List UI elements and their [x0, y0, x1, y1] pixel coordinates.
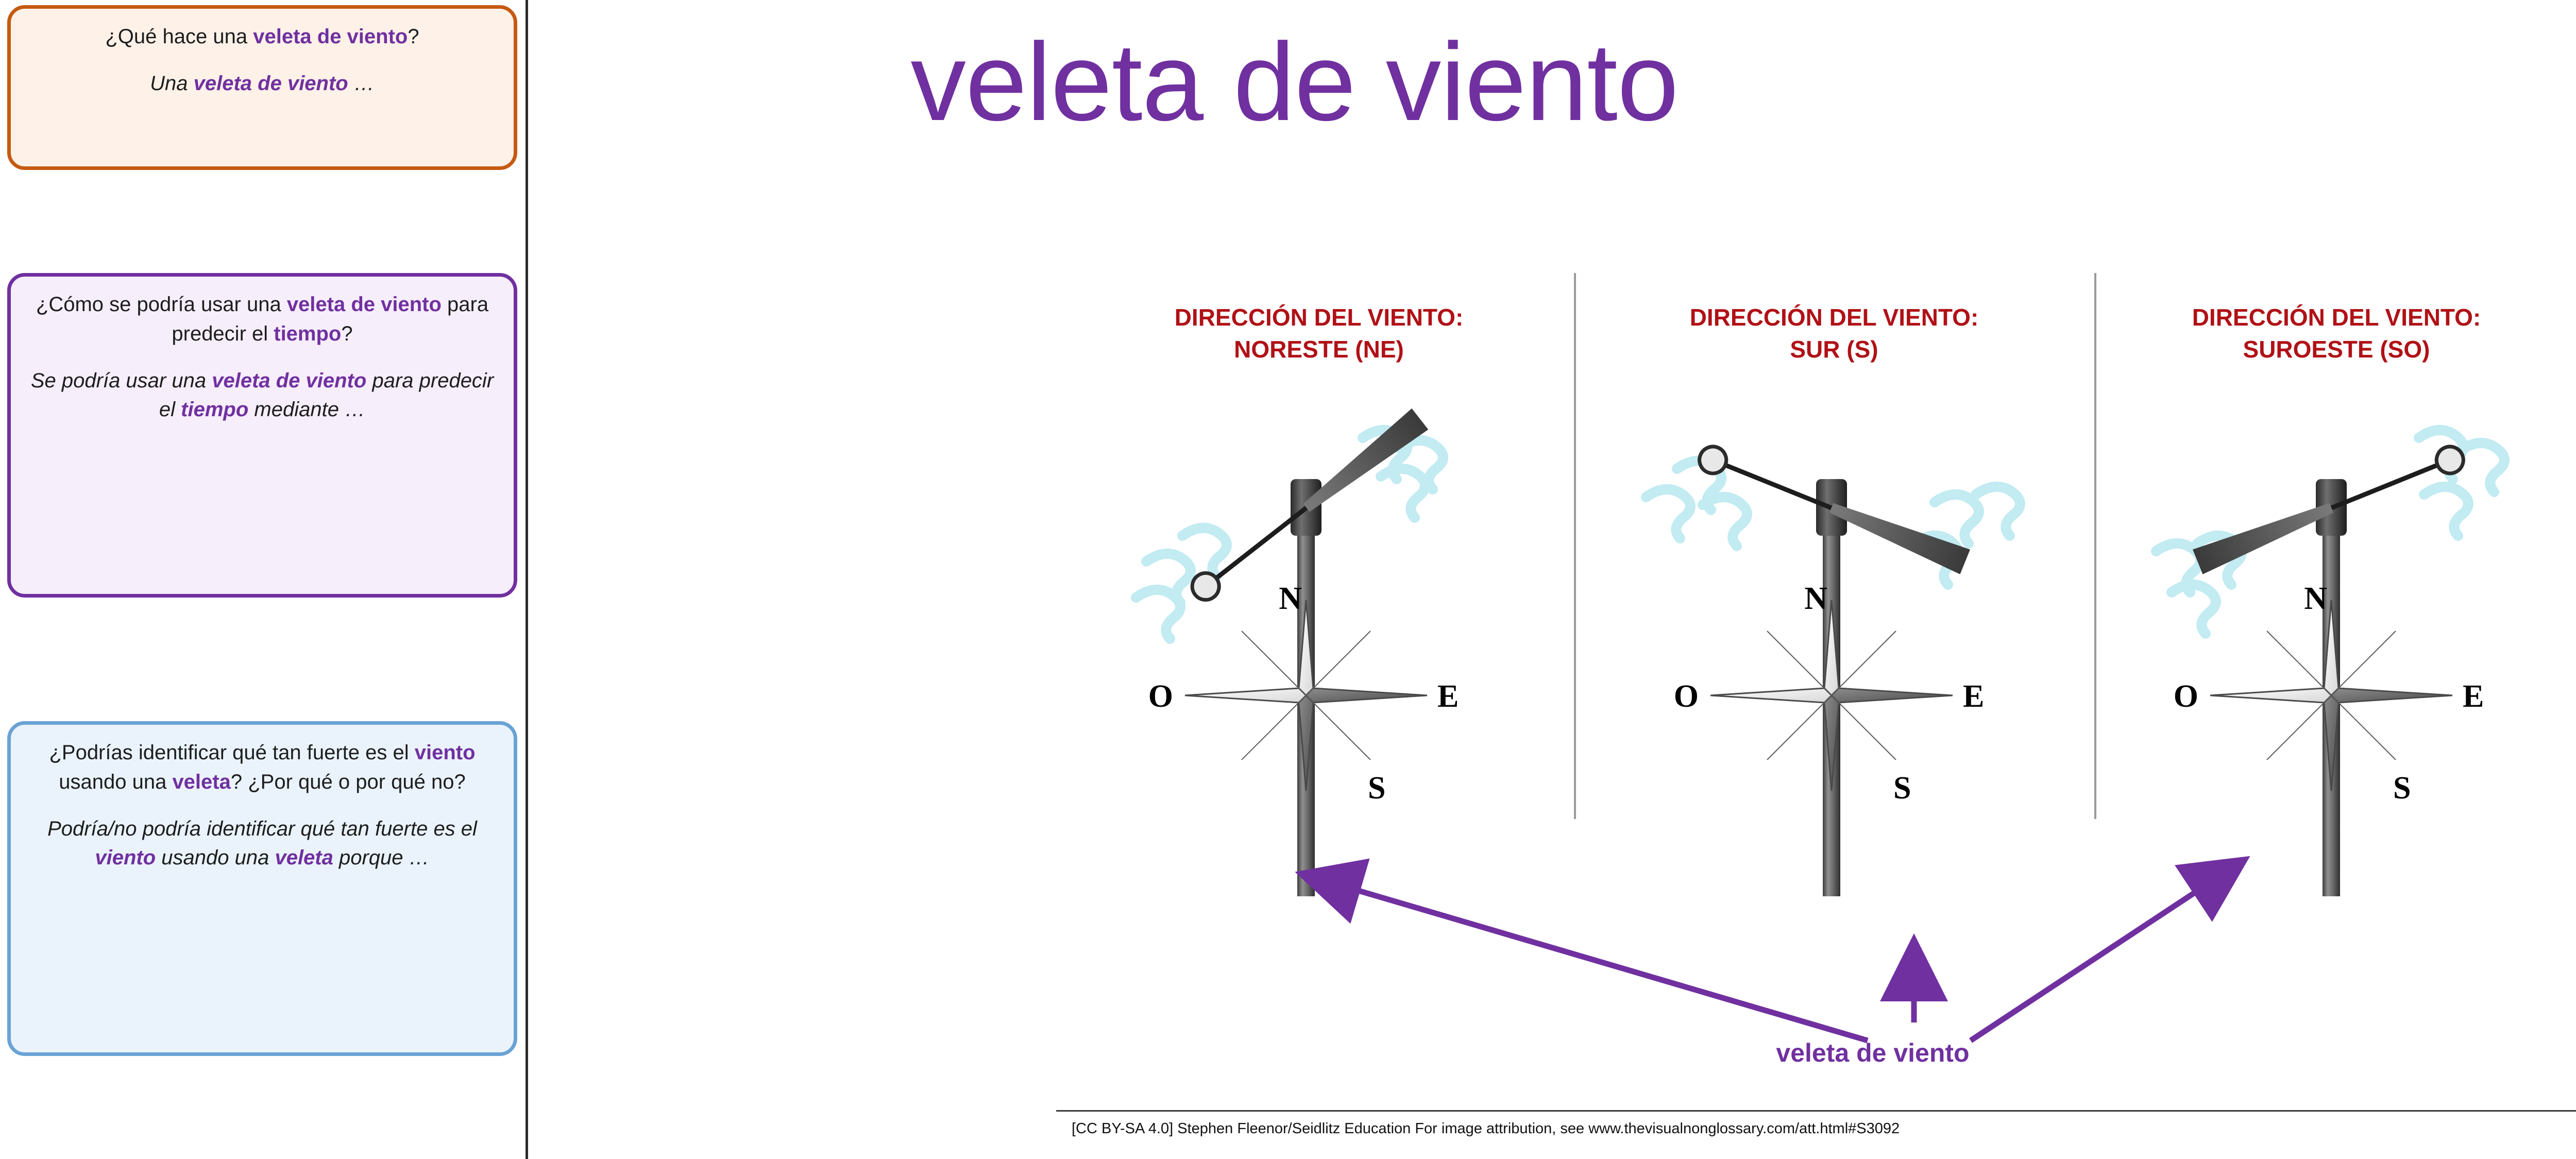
callout-arrow-left: [1311, 877, 1868, 1041]
compass-label-east-ne: E: [1437, 679, 1459, 714]
column-heading-ne-line2: NORESTE (NE): [1234, 336, 1404, 363]
callout-label: veleta de viento: [1776, 1038, 1970, 1067]
compass-label-south-s: S: [1893, 771, 1911, 806]
compass-label-north-s: N: [1804, 581, 1827, 616]
compass-label-west-so: O: [2173, 679, 2198, 714]
sidebar: [0, 0, 527, 1159]
keyword: veleta de viento: [253, 25, 408, 48]
prompt-card-what-does-it-do: [7, 5, 517, 170]
attribution-text: [CC BY-SA 4.0] Stephen Fleenor/Seidlitz Education For image attribution, see www.thevisualnonglossary.com/att.html#S3092: [1072, 1120, 1900, 1137]
keyword: veleta de viento: [212, 369, 367, 392]
keyword: viento: [95, 846, 156, 870]
keyword: veleta de viento: [193, 72, 348, 95]
keyword: viento: [414, 741, 476, 764]
compass-label-north-ne: N: [1279, 581, 1302, 616]
page-title: veleta de viento: [910, 20, 1679, 144]
prompt-card-wind-strength: [7, 721, 517, 1056]
prompt-card-predict-weather: [7, 273, 517, 598]
keyword: veleta: [172, 770, 231, 793]
column-heading-so-line2: SUROESTE (SO): [2243, 336, 2430, 363]
compass-label-west-ne: O: [1148, 679, 1173, 714]
keyword: veleta: [275, 846, 333, 870]
prompt-answer-2: Se podría usar una veleta de viento para predecir el tiempo mediante …: [30, 369, 494, 421]
compass-label-south-so: S: [2393, 771, 2411, 806]
column-heading-so-line1: DIRECCIÓN DEL VIENTO:: [2192, 304, 2481, 331]
compass-label-east-s: E: [1963, 679, 1985, 714]
prompt-question-2: ¿Cómo se podría usar una veleta de viento para predecir el tiempo?: [36, 293, 489, 345]
column-heading-s-line2: SUR (S): [1790, 336, 1878, 363]
compass-label-south-ne: S: [1368, 771, 1386, 806]
wind-vane-graphic-so: [2146, 407, 2576, 984]
column-heading-s-line1: DIRECCIÓN DEL VIENTO:: [1689, 304, 1979, 331]
prompt-question-1: ¿Qué hace una veleta de viento?: [105, 25, 419, 48]
keyword: tiempo: [274, 322, 342, 345]
prompt-answer-3: Podría/no podría identificar qué tan fuerte es el viento usando una veleta porque …: [47, 817, 477, 870]
column-heading-so: [2099, 301, 2573, 365]
compass-label-east-so: E: [2463, 679, 2484, 714]
compass-label-north-so: N: [2304, 581, 2327, 616]
column-heading-ne-line1: DIRECCIÓN DEL VIENTO:: [1174, 304, 1464, 331]
prompt-question-3: ¿Podrías identificar qué tan fuerte es el viento usando una veleta? ¿Por qué o por qué no?: [49, 741, 476, 793]
column-heading-ne: [1082, 301, 1556, 365]
prompt-answer-1: Una veleta de viento …: [150, 72, 375, 95]
main-panel: [528, 0, 2484, 1159]
compass-label-west-s: O: [1673, 679, 1699, 714]
column-heading-s: [1597, 301, 2071, 365]
keyword: veleta de viento: [286, 293, 442, 316]
keyword: tiempo: [181, 398, 249, 421]
footer-rule: [1056, 1110, 2576, 1112]
